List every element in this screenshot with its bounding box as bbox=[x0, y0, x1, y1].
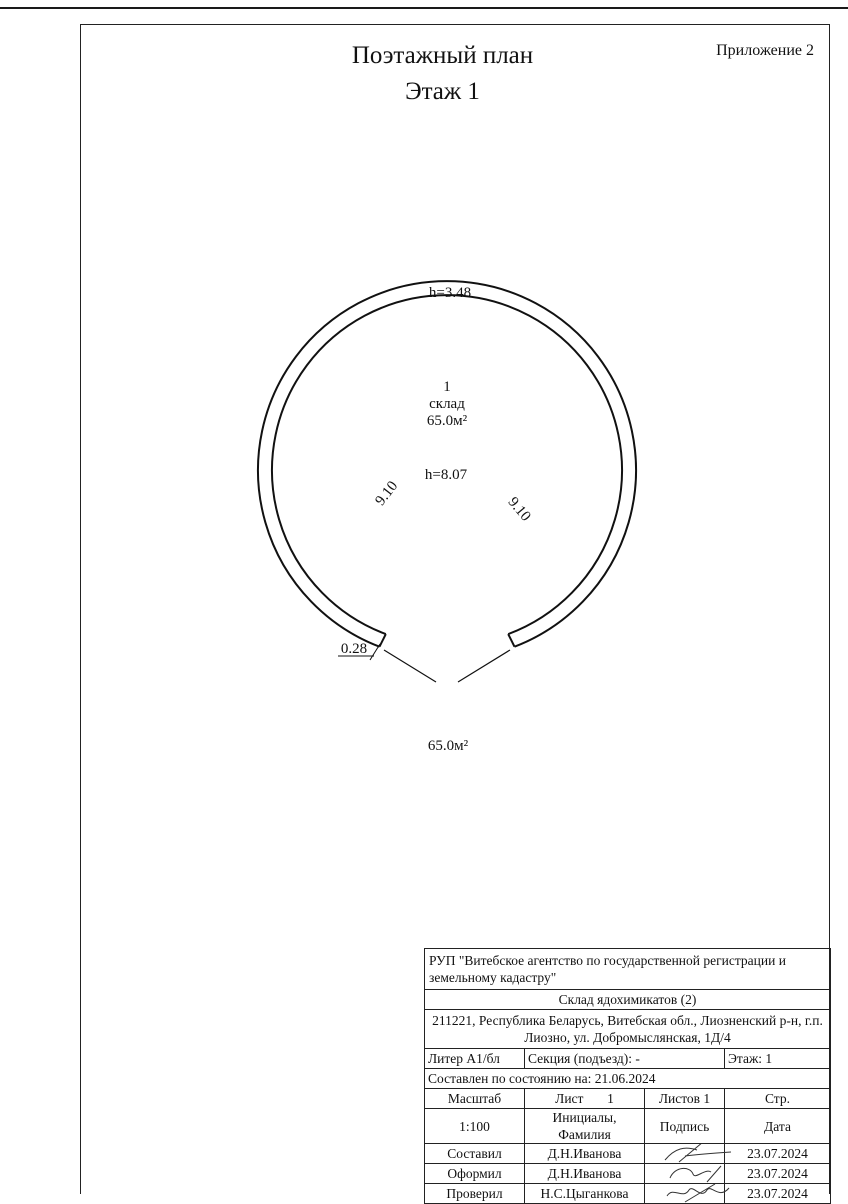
thickness-tick bbox=[370, 644, 380, 660]
wall-end-right bbox=[508, 634, 514, 647]
entrance-line-right bbox=[458, 650, 510, 682]
sheet-cell bbox=[525, 1089, 645, 1109]
inner-wall-arc bbox=[272, 295, 622, 634]
liter: Литер А1/бл bbox=[425, 1049, 525, 1069]
signature-label: Подпись bbox=[645, 1109, 725, 1144]
floor-number: Этаж: 1 bbox=[725, 1049, 831, 1069]
total-area-label: 65.0м² bbox=[427, 738, 469, 754]
signatory-name: Д.Н.Иванова bbox=[525, 1164, 645, 1184]
signature-date: 23.07.2024 bbox=[725, 1144, 831, 1164]
outer-wall-arc bbox=[258, 281, 636, 647]
scale-label: Масштаб bbox=[425, 1089, 525, 1109]
room-name: склад bbox=[429, 396, 465, 412]
signatory-row bbox=[425, 1164, 831, 1184]
plan-title: Поэтажный план bbox=[351, 42, 534, 69]
signatory-name: Д.Н.Иванова bbox=[525, 1144, 645, 1164]
object-name: Склад ядохимикатов (2) bbox=[425, 990, 831, 1010]
center-height-label: h=8.07 bbox=[424, 467, 468, 483]
entrance-line-left bbox=[384, 650, 436, 682]
page-label: Стр. bbox=[725, 1089, 831, 1109]
signature-date: 23.07.2024 bbox=[725, 1184, 831, 1204]
top-height-label: h=3.48 bbox=[428, 285, 472, 301]
handwritten-signature bbox=[645, 1184, 735, 1203]
title-block bbox=[424, 948, 831, 1204]
room-area: 65.0м² bbox=[426, 413, 468, 429]
names-label: Инициалы, Фамилия bbox=[525, 1109, 645, 1144]
handwritten-signature bbox=[645, 1164, 735, 1183]
sheets-count: Листов 1 bbox=[645, 1089, 725, 1109]
organization-name: РУП "Витебское агентство по государственной регистрации и земельному кадастру" bbox=[425, 949, 831, 990]
compiled-date: Составлен по состоянию на: 21.06.2024 bbox=[425, 1069, 831, 1089]
wall-thickness-label: 0.28 bbox=[340, 641, 368, 657]
room-number: 1 bbox=[443, 379, 451, 395]
signatory-row bbox=[425, 1184, 831, 1204]
signature-cell bbox=[645, 1184, 725, 1204]
floor-title: Этаж 1 bbox=[405, 78, 480, 105]
wall-end-left bbox=[380, 634, 386, 647]
signature-cell bbox=[645, 1164, 725, 1184]
signatory-role: Оформил bbox=[425, 1164, 525, 1184]
object-address: 211221, Республика Беларусь, Витебская обл., Лиозненский р-н, г.п. Лиозно, ул. Добромыслянская, 1Д/4 bbox=[425, 1010, 831, 1049]
sheet-number: 1 bbox=[607, 1091, 614, 1106]
section: Секция (подъезд): - bbox=[525, 1049, 725, 1069]
handwritten-signature bbox=[645, 1144, 735, 1163]
date-label: Дата bbox=[725, 1109, 831, 1144]
radius-label-right: 9.10 bbox=[504, 494, 534, 525]
signatory-role: Проверил bbox=[425, 1184, 525, 1204]
appendix-label: Приложение 2 bbox=[716, 42, 814, 59]
scale-value: 1:100 bbox=[425, 1109, 525, 1144]
radius-label-left: 9.10 bbox=[372, 478, 402, 509]
signatory-name: Н.С.Цыганкова bbox=[525, 1184, 645, 1204]
signature-cell bbox=[645, 1144, 725, 1164]
signatory-row bbox=[425, 1144, 831, 1164]
signatory-role: Составил bbox=[425, 1144, 525, 1164]
signature-date: 23.07.2024 bbox=[725, 1164, 831, 1184]
sheet-label: Лист bbox=[555, 1091, 584, 1106]
